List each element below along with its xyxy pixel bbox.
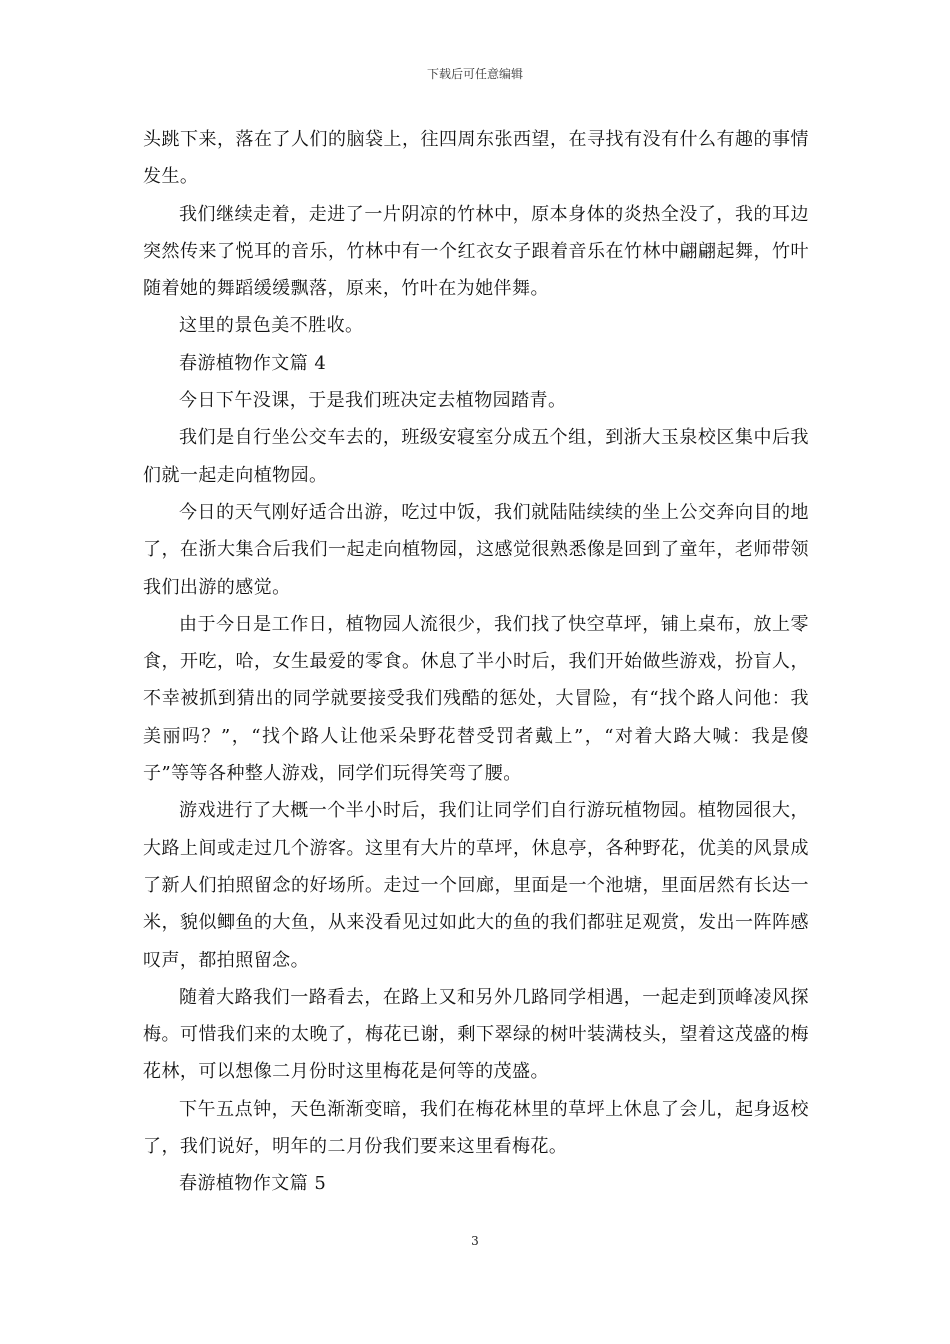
document-body [143,121,809,1203]
section-heading: 春游植物作文篇 4 [179,352,327,374]
page-header-note: 下载后可任意编辑 [426,67,523,81]
paragraph: 这里的景色美不胜收。 [179,315,364,337]
paragraph: 我们继续走着，走进了一片阴凉的竹林中，原本身体的炎热全没了，我的耳边突然传来了悦耳的音乐，竹林中有一个红衣女子跟着音乐在竹林中翩翩起舞，竹叶随着她的舞蹈缓缓飘落，原来，竹叶在为她伴舞。 [143,203,809,300]
paragraph-continued: 头跳下来，落在了人们的脑袋上，往四周东张西望，在寻找有没有什么有趣的事情发生。 [143,129,809,188]
paragraph: 今日的天气刚好适合出游，吃过中饭，我们就陆陆续续的坐上公交奔向目的地了，在浙大集合后我们一起走向植物园，这感觉很熟悉像是回到了童年，老师带领我们出游的感觉。 [143,501,809,598]
paragraph: 我们是自行坐公交车去的，班级安寝室分成五个组，到浙大玉泉校区集中后我们就一起走向植物园。 [143,427,809,486]
paragraph: 今日下午没课，于是我们班决定去植物园踏青。 [179,390,567,412]
paragraph: 下午五点钟，天色渐渐变暗，我们在梅花林里的草坪上休息了会儿，起身返校了，我们说好，明年的二月份我们要来这里看梅花。 [143,1098,809,1158]
paragraph: 随着大路我们一路看去，在路上又和另外几路同学相遇，一起走到顶峰凌风探梅。可惜我们来的太晚了，梅花已谢，剩下翠绿的树叶装满枝头，望着这茂盛的梅花林，可以想像二月份时这里梅花是何等的茂盛。 [143,986,809,1083]
section-heading: 春游植物作文篇 5 [179,1173,327,1195]
page-number: 3 [471,1234,479,1248]
paragraph: 游戏进行了大概一个半小时后，我们让同学们自行游玩植物园。植物园很大，大路上间或走过几个游客。这里有大片的草坪，休息亭，各种野花，优美的风景成了新人们拍照留念的好场所。走过一个回廊，里面是一个池塘，里面居然有长达一米，貌似鲫鱼的大鱼，从来没看见过如此大的鱼的我们都驻足观赏，发出一阵阵感叹声，都拍照留念。 [143,800,809,971]
paragraph: 由于今日是工作日，植物园人流很少，我们找了快空草坪，铺上桌布，放上零食，开吃，哈，女生最爱的零食。休息了半小时后，我们开始做些游戏，扮盲人，不幸被抓到猜出的同学就要接受我们残酷的惩处，大冒险，有“找个路人问他：我美丽吗？”，“找个路人让他采朵野花替受罚者戴上”，“对着大路大喊：我是傻子”等等各种整人游戏，同学们玩得笑弯了腰。 [143,613,809,785]
